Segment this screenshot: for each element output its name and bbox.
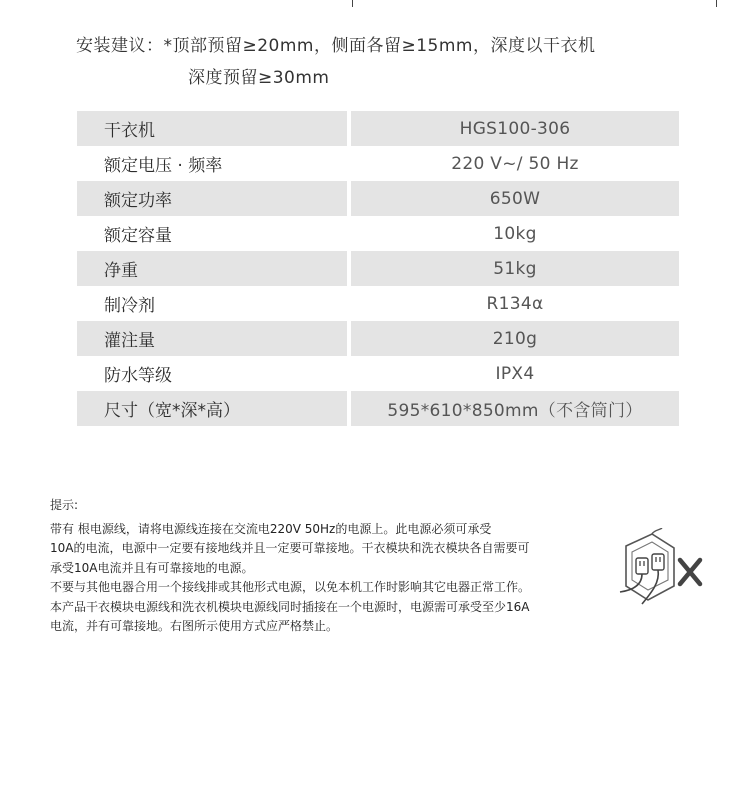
spec-label: 防水等级	[104, 366, 172, 386]
spec-value: 220 V~/ 50 Hz	[451, 153, 579, 174]
spec-label: 干衣机	[104, 121, 155, 141]
prohibited-plug-icon	[612, 528, 707, 608]
spec-value: 595*610*850mm（不含筒门）	[387, 401, 643, 421]
spec-row	[77, 146, 679, 181]
top-edge-mark	[352, 0, 353, 7]
spec-row	[77, 356, 679, 391]
install-advice-line1: 安装建议：*顶部预留≥20mm，侧面各留≥15mm，深度以干衣机	[76, 36, 596, 56]
notice-line: 带有 根电源线，请将电源线连接在交流电220V 50Hz的电源上。此电源必须可承受	[50, 521, 492, 536]
spec-label: 净重	[104, 261, 138, 281]
spec-row	[77, 111, 679, 146]
spec-row	[77, 251, 679, 286]
spec-label: 额定功率	[104, 191, 172, 211]
spec-value: IPX4	[495, 363, 535, 384]
spec-value: HGS100-306	[459, 118, 571, 139]
spec-row	[77, 391, 679, 426]
spec-value: R134α	[486, 293, 544, 314]
spec-row	[77, 321, 679, 356]
spec-row	[77, 181, 679, 216]
spec-label: 额定电压 · 频率	[104, 156, 223, 176]
spec-label: 灌注量	[104, 331, 155, 351]
notice-line: 本产品干衣模块电源线和洗衣机模块电源线同时插接在一个电源时，电源需可承受至少16A	[50, 599, 530, 614]
spec-value: 51kg	[493, 258, 537, 279]
notice-line: 不要与其他电器合用一个接线排或其他形式电源，以免本机工作时影响其它电器正常工作。	[50, 580, 531, 594]
spec-label: 尺寸（宽*深*高）	[104, 401, 240, 421]
top-edge-mark	[716, 0, 717, 7]
spec-value: 650W	[489, 188, 541, 209]
spec-table	[77, 111, 679, 426]
install-advice-line2: 深度预留≥30mm	[188, 68, 330, 88]
spec-row	[77, 286, 679, 321]
notice-line: 10A的电流，电源中一定要有接地线并且一定要可靠接地。干衣模块和洗衣模块各自需要可	[50, 541, 530, 555]
notice-heading: 提示:	[50, 498, 79, 512]
notice-line: 电流，并有可靠接地。右图所示使用方式应严格禁止。	[50, 619, 339, 633]
spec-value: 10kg	[493, 223, 537, 244]
notice-line: 承受10A电流并且有可靠接地的电源。	[50, 560, 254, 575]
cross-mark-icon	[680, 560, 700, 584]
notice-section	[50, 496, 610, 637]
spec-label: 额定容量	[104, 226, 172, 246]
install-advice	[76, 30, 596, 94]
spec-value: 210g	[492, 328, 538, 349]
spec-row	[77, 216, 679, 251]
spec-label: 制冷剂	[104, 296, 155, 316]
